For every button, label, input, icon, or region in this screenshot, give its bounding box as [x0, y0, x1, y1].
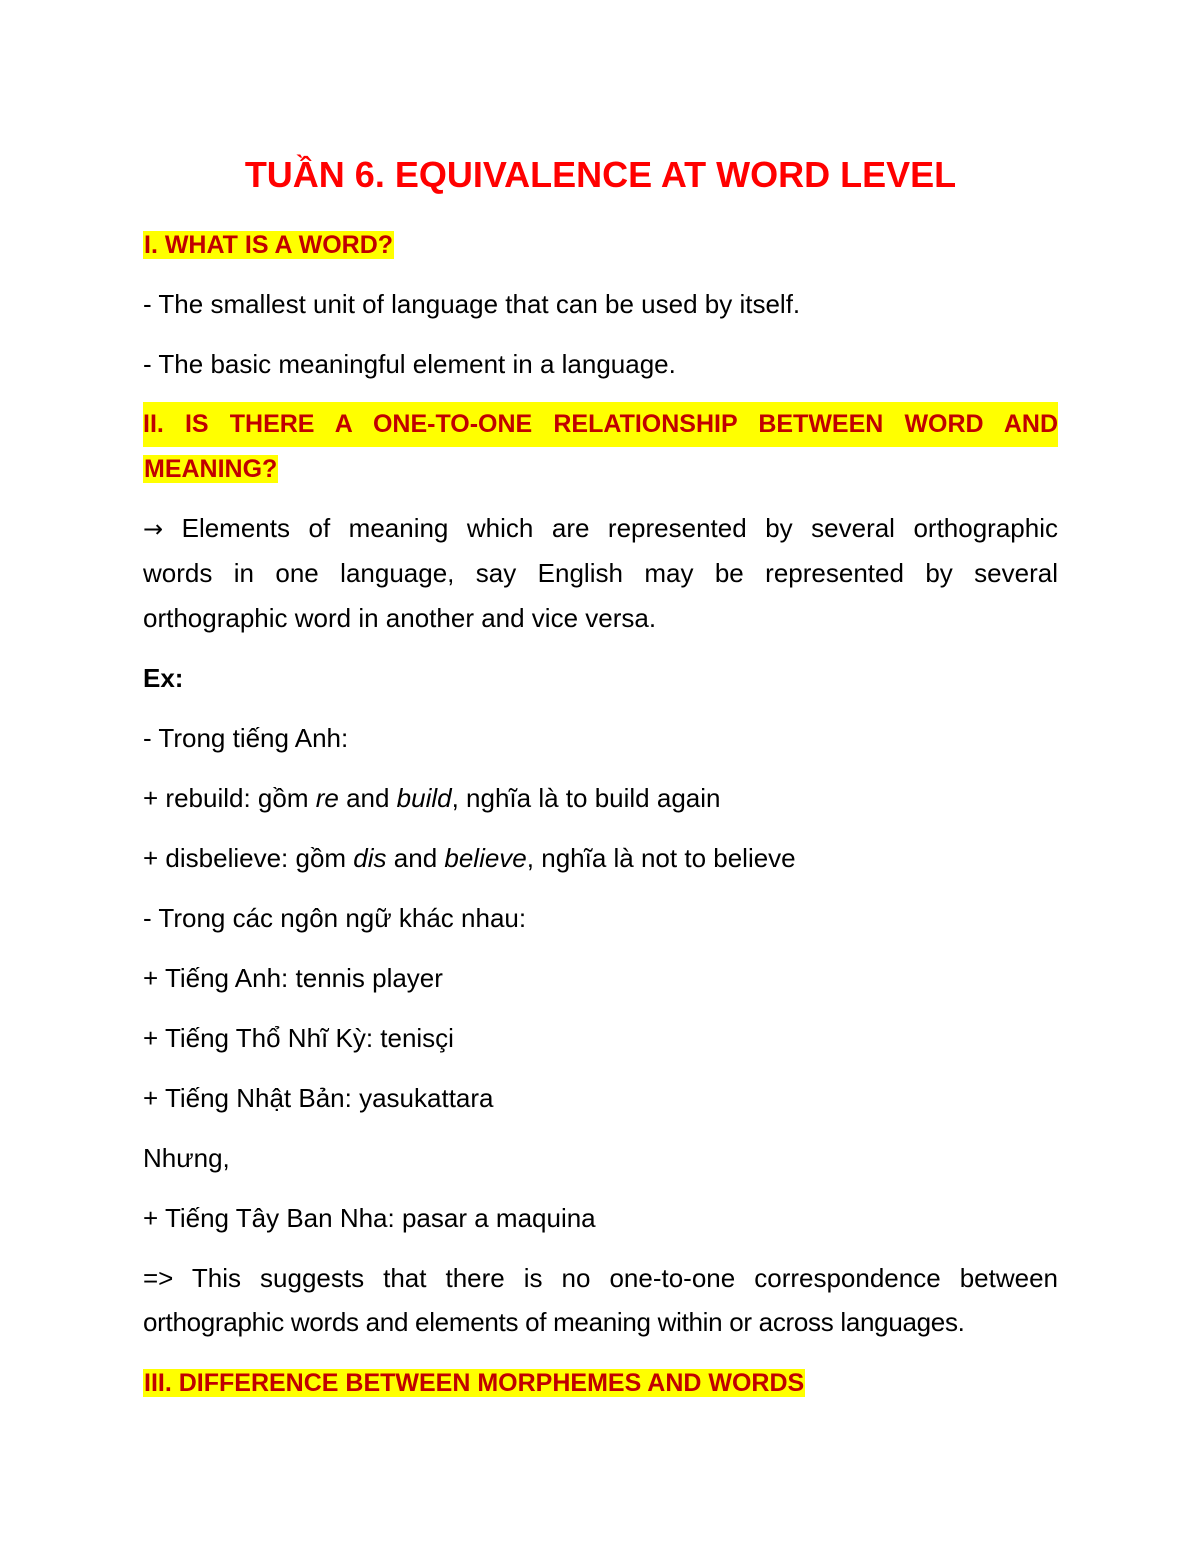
section1-heading-line: [143, 222, 1058, 268]
section1-point: - The basic meaningful element in a language.: [143, 349, 676, 379]
disbelieve-example: [143, 836, 1058, 881]
example-label: Ex:: [143, 663, 184, 693]
section1-point: - The smallest unit of language that can be used by itself.: [143, 289, 801, 319]
page-title: TUẦN 6. EQUIVALENCE AT WORD LEVEL: [244, 154, 957, 195]
section2-para-line3: orthographic word in another and vice versa.: [143, 603, 657, 633]
section2-heading-line2: MEANING?: [144, 455, 278, 483]
disbelieve-part2: believe: [444, 843, 527, 873]
language-example: + Tiếng Anh: tennis player: [143, 963, 443, 993]
section2-para-line1: [143, 506, 1058, 552]
other-languages-intro: - Trong các ngôn ngữ khác nhau:: [143, 903, 527, 933]
disbelieve-mid: and: [386, 843, 445, 873]
section2-para-line2: words in one language, say English may be represented by several: [143, 558, 1058, 588]
rebuild-part2: build: [396, 783, 452, 813]
rebuild-prefix: + rebuild: gồm: [143, 783, 316, 813]
rebuild-example: [143, 776, 1058, 821]
but-label: Nhưng,: [143, 1143, 230, 1173]
right-arrow-icon: →: [143, 515, 164, 543]
rebuild-part1: re: [315, 783, 339, 813]
disbelieve-suffix: , nghĩa là not to believe: [526, 843, 796, 873]
conclusion-line2: orthographic words and elements of meaning within or across languages.: [143, 1307, 965, 1337]
language-example: + Tiếng Thổ Nhĩ Kỳ: tenisçi: [143, 1023, 454, 1053]
rebuild-mid: and: [338, 783, 397, 813]
disbelieve-part1: dis: [353, 843, 387, 873]
section1-heading: I. WHAT IS A WORD?: [144, 231, 394, 259]
section2-para-text1: Elements of meaning which are represented by several orthographic: [163, 513, 1058, 543]
section2-heading: [143, 402, 1058, 492]
language-example: + Tiếng Nhật Bản: yasukattara: [143, 1083, 494, 1113]
rebuild-suffix: , nghĩa là to build again: [451, 783, 721, 813]
section3-heading: III. DIFFERENCE BETWEEN MORPHEMES AND WORDS: [144, 1369, 805, 1397]
section2-heading-line2-row: [143, 447, 1058, 492]
conclusion-line1: => This suggests that there is no one-to-one correspondence between: [143, 1263, 1058, 1293]
disbelieve-prefix: + disbelieve: gồm: [143, 843, 354, 873]
spanish-example: + Tiếng Tây Ban Nha: pasar a maquina: [143, 1203, 596, 1233]
english-intro: - Trong tiếng Anh:: [143, 723, 349, 753]
section2-heading-line1: II. IS THERE A ONE-TO-ONE RELATIONSHIP BETWEEN WORD AND: [143, 402, 1058, 447]
section3-heading-line: [143, 1360, 1058, 1406]
